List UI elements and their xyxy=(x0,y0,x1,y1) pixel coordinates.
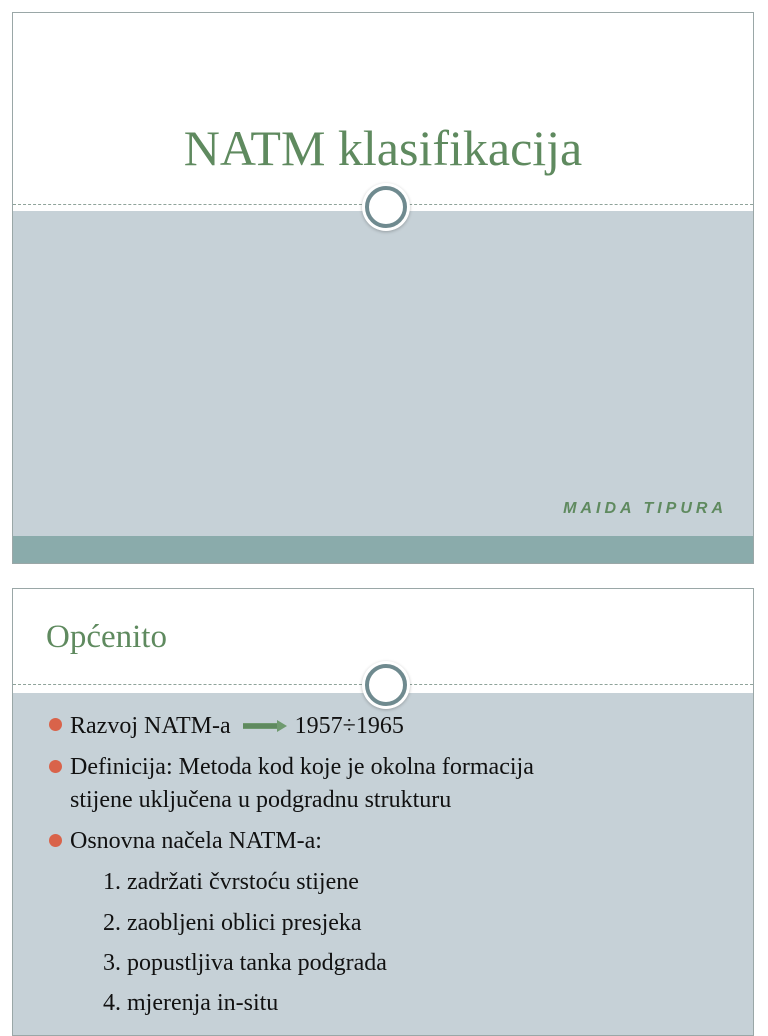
bullet-dot-icon xyxy=(49,760,62,773)
principle-item: 1. zadržati čvrstoću stijene xyxy=(103,869,359,895)
title-slide xyxy=(12,12,754,564)
title-area xyxy=(13,13,753,206)
author-name: MAIDA TIPURA xyxy=(563,500,727,517)
slide-title: NATM klasifikacija xyxy=(183,120,583,176)
bullet-item-line2: stijene uključena u podgradnu strukturu xyxy=(70,787,452,813)
principle-item: 3. popustljiva tanka podgrada xyxy=(103,950,387,976)
principle-item: 2. zaobljeni oblici presjeka xyxy=(103,910,362,936)
slide-body xyxy=(13,211,753,537)
bullet-dot-icon xyxy=(49,718,62,731)
principle-item: 4. mjerenja in-situ xyxy=(103,990,279,1016)
slide-title: Općenito xyxy=(46,619,167,655)
bullet-dot-icon xyxy=(49,834,62,847)
bullet-item xyxy=(70,709,404,746)
ring-ornament-icon xyxy=(365,186,407,228)
bottom-band xyxy=(13,536,753,563)
bullet-text-years: 1957÷1965 xyxy=(294,713,404,740)
right-arrow-icon xyxy=(243,709,287,742)
bullet-text: Razvoj NATM-a xyxy=(70,713,231,740)
content-slide xyxy=(12,588,754,1036)
bullet-item-line1: Definicija: Metoda kod koje je okolna formacija xyxy=(70,754,534,780)
bullet-item: Osnovna načela NATM-a: xyxy=(70,828,322,854)
ring-ornament-icon xyxy=(365,664,407,706)
